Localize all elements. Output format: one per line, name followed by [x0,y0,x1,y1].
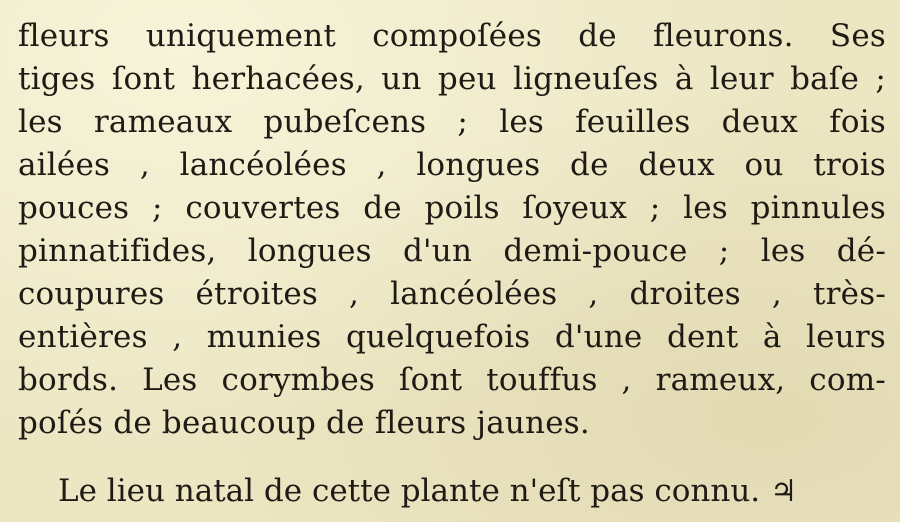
habitat-note [58,467,858,515]
text-line: poſés de beaucoup de fleurs jaunes. [18,405,590,441]
text-line: coupures étroites , lancéolées , droites , très- [18,276,886,312]
text-line: pinnatifides, longues d'un demi-pouce ; les dé- [18,233,886,269]
text-line: tiges ſont herhacées, un peu ligneuſes à leur baſe ; [18,61,886,97]
text-line: les rameaux pubeſcens ; les feuilles deux fois [18,104,886,140]
text-line: pouces ; couvertes de poils ſoyeux ; les pinnules [18,190,886,226]
text-line: fleurs uniquement compoſées de fleurons. Ses [18,18,886,54]
text-line: ailées , lancéolées , longues de deux ou trois [18,147,886,183]
perennial-symbol-icon: ♃ [770,474,798,509]
text-line: entières , munies quelquefois d'une dent à leurs [18,319,886,355]
habitat-text: Le lieu natal de cette plante n'eſt pas connu. [58,473,761,509]
text-line: bords. Les corymbes ſont touffus , rameux, com- [18,362,886,398]
